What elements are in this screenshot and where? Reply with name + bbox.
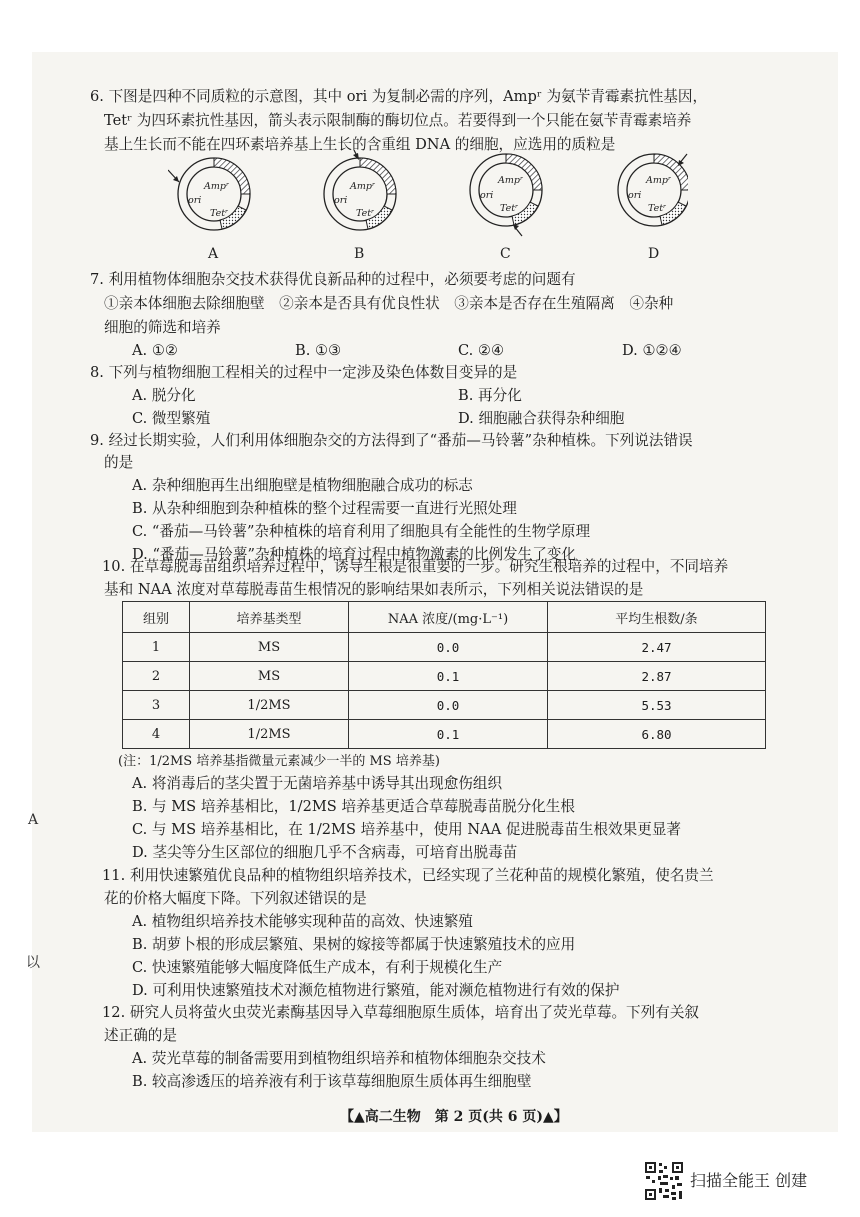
table-row: [123, 662, 766, 691]
table-cell: MS: [190, 633, 349, 662]
table-cell: MS: [190, 662, 349, 691]
plasmid-b-label: B: [354, 246, 365, 262]
q12-option-a: A. 荧光草莓的制备需要用到植物组织培养和植物体细胞杂交技术: [132, 1050, 546, 1067]
plasmid-c-label: C: [500, 246, 511, 262]
q7-option-a: A. ①②: [132, 342, 178, 359]
plasmid-d-ori-label: ori: [628, 190, 642, 201]
plasmid-diagram: [168, 150, 688, 262]
table-cell: 6.80: [548, 720, 766, 749]
q10-option-d: D. 茎尖等分生区部位的细胞几乎不含病毒，可培育出脱毒苗: [132, 844, 518, 861]
q9-option-d: D. “番茄—马铃薯”杂种植株的培育过程中植物激素的比例发生了变化: [132, 546, 577, 563]
q7-line-2: ①亲本体细胞去除细胞壁 ②亲本是否具有优良性状 ③亲本是否存在生殖隔离 ④杂种: [104, 295, 674, 312]
plasmid-c-amp-label: Ampʳ: [498, 175, 524, 186]
plasmid-a-tet-label: Tetʳ: [210, 208, 229, 219]
table-cell: 2.47: [548, 633, 766, 662]
plasmid-a-label: A: [208, 246, 219, 262]
q10-option-c: C. 与 MS 培养基相比，在 1/2MS 培养基中，使用 NAA 促进脱毒苗生根效果更显著: [132, 821, 682, 838]
q8-option-d: D. 细胞融合获得杂种细胞: [458, 410, 625, 427]
table-cell: 0.0: [349, 691, 548, 720]
q9-option-a: A. 杂种细胞再生出细胞壁是植物细胞融合成功的标志: [132, 477, 473, 494]
plasmid-b-tet-label: Tetʳ: [356, 208, 375, 219]
q9-option-b: B. 从杂种细胞到杂种植株的整个过程需要一直进行光照处理: [132, 500, 517, 517]
q8-option-b: B. 再分化: [458, 387, 522, 404]
q6-line-2: Tetʳ 为四环素抗性基因，箭头表示限制酶的酶切位点。若要得到一个只能在氨苄青霉素培养: [104, 112, 692, 129]
q8-line: 8. 下列与植物细胞工程相关的过程中一定涉及染色体数目变异的是: [90, 364, 518, 381]
table-header-cell: 平均生根数/条: [548, 602, 766, 633]
q6-line-1: 6. 下图是四种不同质粒的示意图，其中 ori 为复制必需的序列，Ampʳ 为氨苄青霉素抗性基因，: [90, 88, 708, 105]
q11-option-d: D. 可利用快速繁殖技术对濒危植物进行繁殖，能对濒危植物进行有效的保护: [132, 982, 620, 999]
page-footer: 【▲高二生物 第 2 页(共 6 页)▲】: [340, 1109, 568, 1125]
margin-mark: A: [28, 812, 39, 828]
q9-option-c: C. “番茄—马铃薯”杂种植株的培育利用了细胞具有全能性的生物学原理: [132, 523, 591, 540]
table-row: [123, 691, 766, 720]
table-cell: 3: [123, 691, 190, 720]
q7-option-c: C. ②④: [458, 342, 505, 359]
q10-line-2: 基和 NAA 浓度对草莓脱毒苗生根情况的影响结果如表所示，下列相关说法错误的是: [104, 581, 644, 598]
q8-option-c: C. 微型繁殖: [132, 410, 211, 427]
q10-option-a: A. 将消毒后的茎尖置于无菌培养基中诱导其出现愈伤组织: [132, 775, 503, 792]
plasmid-c: [470, 154, 542, 262]
table-header-cell: NAA 浓度/(mg·L⁻¹): [349, 602, 548, 633]
q11-line-2: 花的价格大幅度下降。下列叙述错误的是: [104, 890, 367, 907]
q8-option-a: A. 脱分化: [132, 387, 196, 404]
q9-line-1: 9. 经过长期实验，人们利用体细胞杂交的方法得到了“番茄—马铃薯”杂种植株。下列说法错误: [90, 432, 693, 449]
plasmid-d-tet-label: Tetʳ: [648, 203, 667, 214]
plasmid-b-ori-label: ori: [334, 195, 348, 206]
table-cell: 0.1: [349, 662, 548, 691]
table-cell: 2.87: [548, 662, 766, 691]
table-row: [123, 720, 766, 749]
plasmid-a: [168, 158, 250, 262]
qr-code-icon: [644, 1161, 684, 1201]
plasmid-c-tet-label: Tetʳ: [500, 203, 519, 214]
table-cell: 1/2MS: [190, 720, 349, 749]
plasmid-d-label: D: [648, 246, 660, 262]
q11-option-b: B. 胡萝卜根的形成层繁殖、果树的嫁接等都属于快速繁殖技术的应用: [132, 936, 576, 953]
plasmid-c-ori-label: ori: [480, 190, 494, 201]
q12-line-2: 述正确的是: [104, 1027, 177, 1044]
q11-option-a: A. 植物组织培养技术能够实现种苗的高效、快速繁殖: [132, 913, 473, 930]
q10-option-b: B. 与 MS 培养基相比，1/2MS 培养基更适合草莓脱毒苗脱分化生根: [132, 798, 575, 815]
scanner-watermark: 扫描全能王 创建: [690, 1171, 808, 1190]
q10-table-note: (注：1/2MS 培养基指微量元素减少一半的 MS 培养基): [118, 754, 440, 769]
plasmid-d-amp-label: Ampʳ: [646, 175, 672, 186]
table-cell: 5.53: [548, 691, 766, 720]
table-cell: 1: [123, 633, 190, 662]
table-header-cell: 组别: [123, 602, 190, 633]
plasmid-a-amp-label: Ampʳ: [204, 181, 230, 192]
table-header-row: [123, 602, 766, 633]
margin-mark: 以: [26, 955, 40, 971]
table-cell: 1/2MS: [190, 691, 349, 720]
q10-line-1: 10. 在草莓脱毒苗组织培养过程中，诱导生根是很重要的一步。研究生根培养的过程中，不同培养: [102, 558, 729, 575]
plasmid-b: [324, 150, 396, 262]
q11-line-1: 11. 利用快速繁殖优良品种的植物组织培养技术，已经实现了兰花种苗的规模化繁殖，使名贵兰: [102, 867, 714, 884]
table-row: [123, 633, 766, 662]
plasmid-a-ori-label: ori: [188, 195, 202, 206]
table-header-cell: 培养基类型: [190, 602, 349, 633]
q7-line-1: 7. 利用植物体细胞杂交技术获得优良新品种的过程中，必须要考虑的问题有: [90, 271, 576, 288]
q7-option-b: B. ①③: [295, 342, 342, 359]
plasmid-d: [618, 154, 688, 262]
q7-option-d: D. ①②④: [622, 342, 682, 359]
q12-option-b: B. 较高渗透压的培养液有利于该草莓细胞原生质体再生细胞壁: [132, 1073, 532, 1090]
q7-line-3: 细胞的筛选和培养: [104, 319, 221, 336]
table-cell: 2: [123, 662, 190, 691]
q11-option-c: C. 快速繁殖能够大幅度降低生产成本，有利于规模化生产: [132, 959, 503, 976]
table-cell: 4: [123, 720, 190, 749]
q12-line-1: 12. 研究人员将萤火虫荧光素酶基因导入草莓细胞原生质体，培育出了荧光草莓。下列有关叙: [102, 1004, 700, 1021]
table-cell: 0.0: [349, 633, 548, 662]
plasmid-b-amp-label: Ampʳ: [350, 181, 376, 192]
table-cell: 0.1: [349, 720, 548, 749]
q6-line-3: 基上生长而不能在四环素培养基上生长的含重组 DNA 的细胞，应选用的质粒是: [104, 136, 616, 153]
q9-line-2: 的是: [104, 454, 134, 471]
rooting-table: [122, 601, 766, 749]
